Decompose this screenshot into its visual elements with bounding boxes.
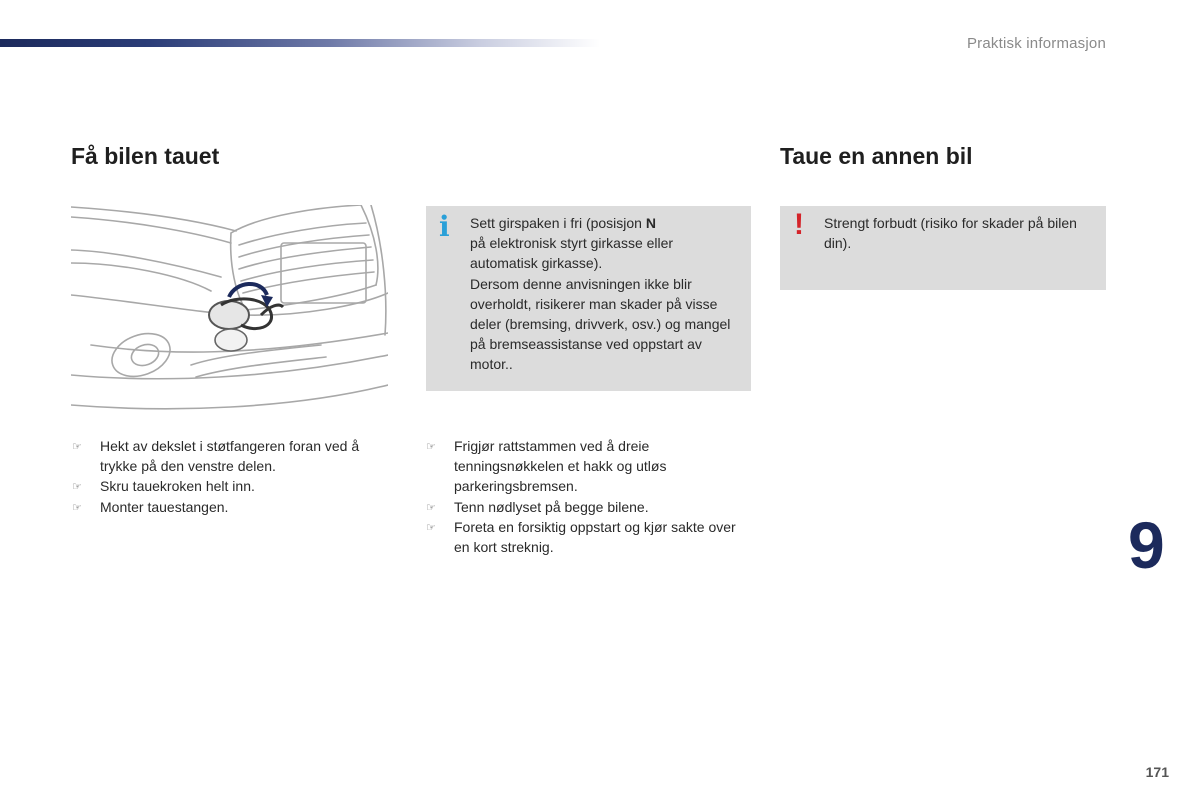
warning-box [780,206,1106,290]
list-item [426,517,746,557]
warning-icon: ! [794,208,804,241]
step-text: Foreta en forsiktig oppstart og kjør sakte over en kort streknig. [454,518,736,556]
pointing-finger-icon: ☞ [72,481,82,494]
step-text: Monter tauestangen. [100,498,229,515]
page-number: 171 [1145,764,1169,780]
pointing-finger-icon: ☞ [72,441,82,453]
step-text: Hekt av dekslet i støtfangeren foran ved å trykke på den venstre delen. [100,438,360,475]
section-label: Praktisk informasjon [966,35,1106,52]
list-item [426,497,746,517]
info-line1-rest: på elektronisk styrt girkasse eller automatisk girkasse). [470,235,674,272]
tow-hook-illustration [71,205,388,416]
step-text: Tenn nødlyset på begge bilene. [454,498,649,515]
info-text [470,213,738,375]
info-line2: Dersom denne anvisningen ikke blir overholdt, risikerer man skader på visse deler (bremsing, drivverk, osv.) og mangel på bremseassistanse ved oppstart av motor.. [470,275,731,373]
list-item [72,436,392,476]
pointing-finger-icon: ☞ [426,441,436,453]
info-line1-prefix: Sett girspaken i fri (posisjon [470,215,646,231]
pointing-finger-icon: ☞ [426,501,436,514]
list-item [72,497,392,517]
preparation-steps-list [426,436,746,557]
heading-towing-another-car: Taue en annen bil [780,143,973,169]
chapter-number: 9 [1128,508,1165,582]
step-text: Skru tauekroken helt inn. [100,478,255,495]
warning-text: Strengt forbudt (risiko for skader på bilen din). [824,215,1077,252]
list-item [72,476,392,496]
pointing-finger-icon: ☞ [426,521,436,534]
heading-towing-your-car: Få bilen tauet [71,143,220,169]
step-text: Frigjør rattstammen ved å dreie tenningsnøkkelen et hakk og utløs parkeringsbremsen. [454,438,667,495]
towing-steps-list [72,436,392,517]
pointing-finger-icon: ☞ [72,501,82,514]
list-item [426,436,746,497]
info-icon: i [439,210,450,243]
info-box [426,206,751,391]
header-color-bar [0,39,600,47]
info-gear-position: N [645,215,656,231]
